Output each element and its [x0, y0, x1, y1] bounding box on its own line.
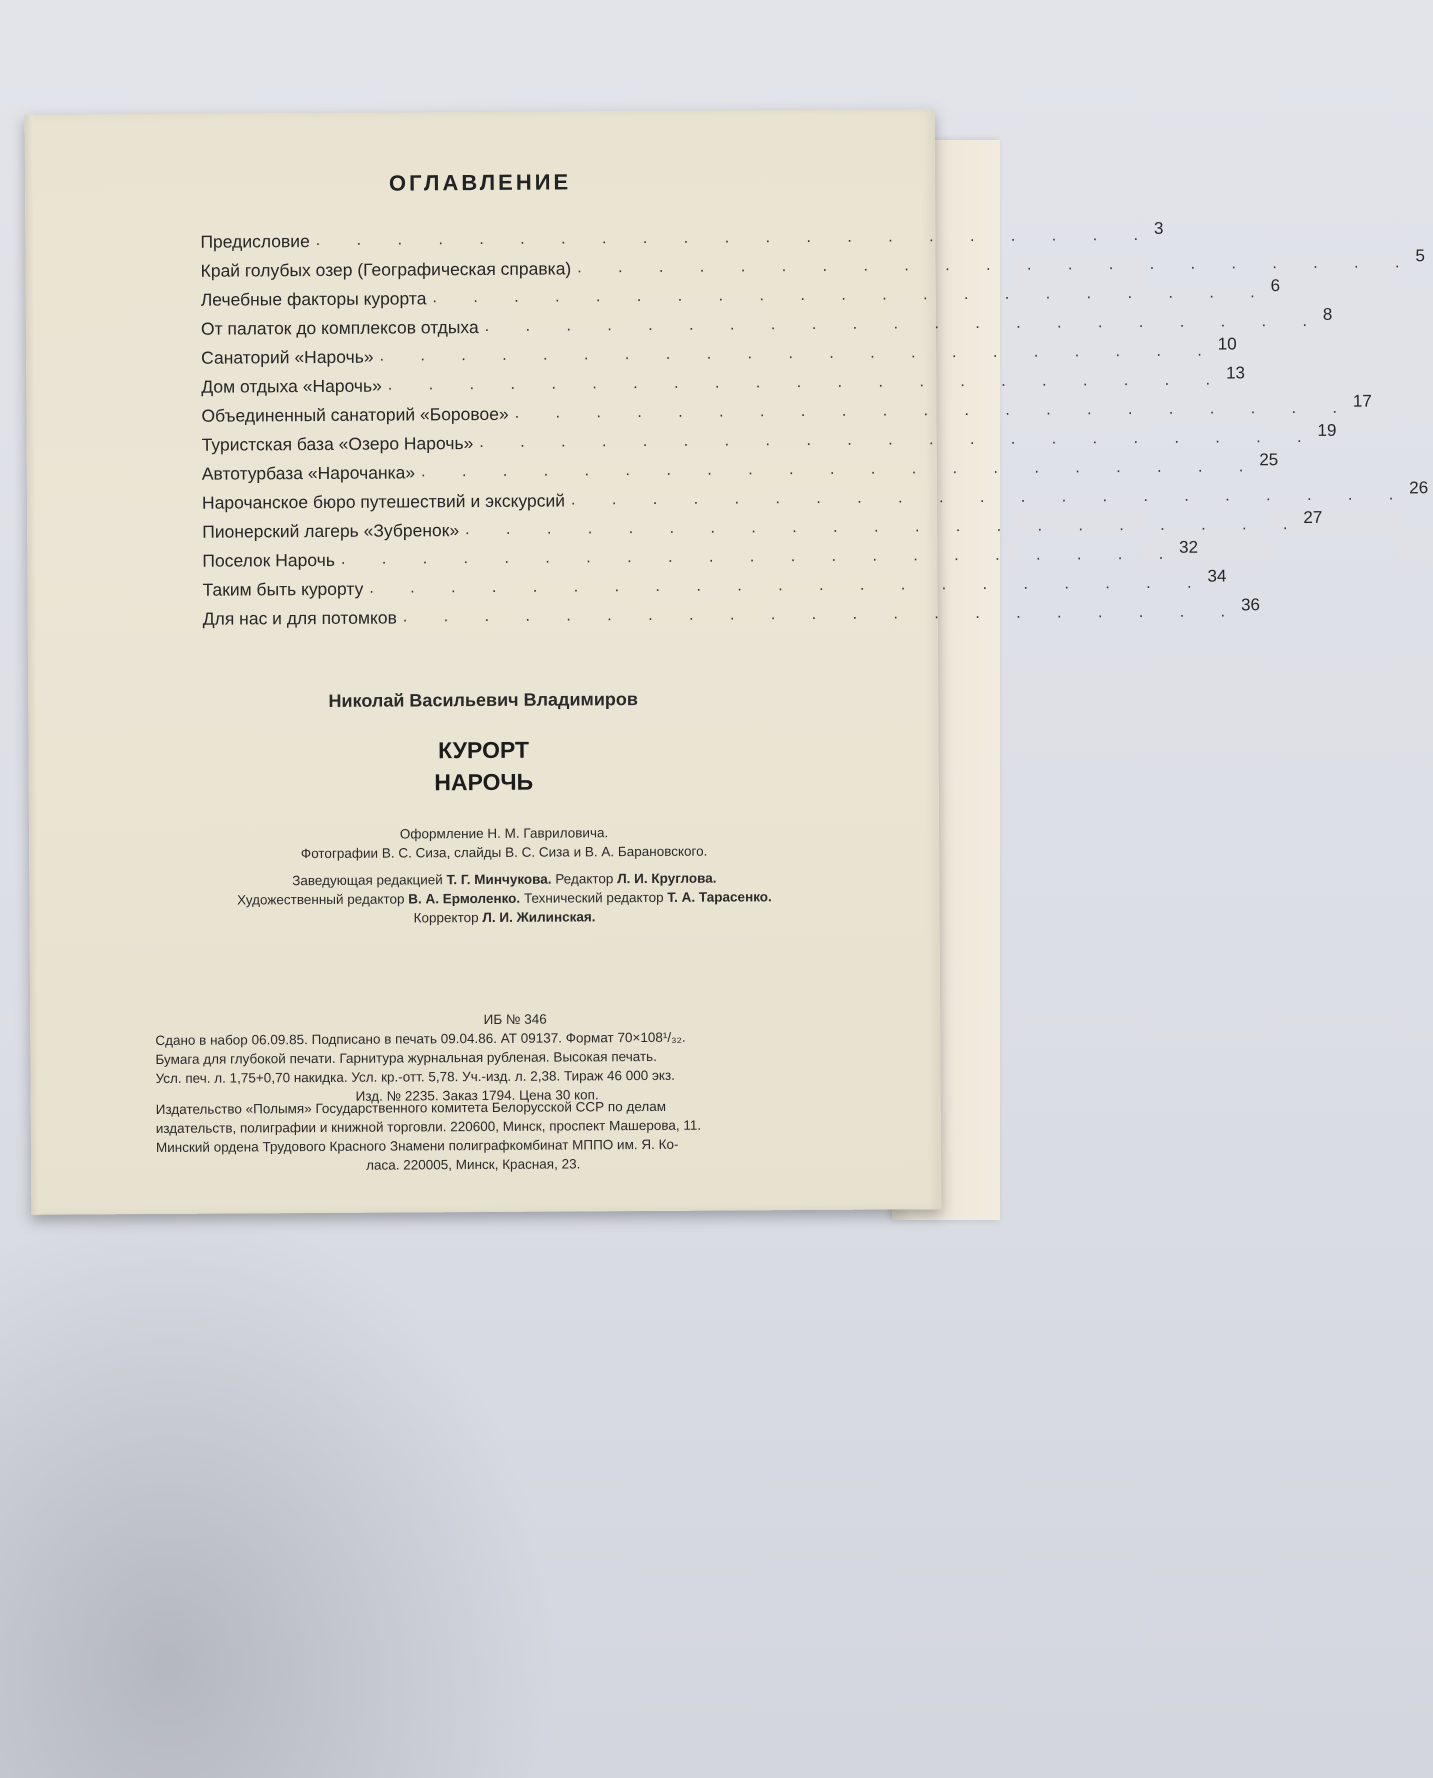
toc-entry: [202, 595, 1261, 630]
toc-leader-dots: . . . . . . . . . . . . . . . . . . . . .: [421, 458, 1260, 481]
toc-leader-dots: . . . . . . . . . . . . . . . . . . . . .: [514, 399, 1353, 422]
imprint-line: Усл. печ. л. 1,75+0,70 накидка. Усл. кр.-отт. 5,78. Уч.-изд. л. 2,38. Тираж 46 000 экз.: [155, 1067, 675, 1087]
toc-entry-title: Нарочанское бюро путешествий и экскурсий: [201, 490, 566, 513]
toc-entry-title: От палаток до комплексов отдыха: [200, 317, 479, 339]
toc-entry-page: 34: [1207, 566, 1227, 586]
proofreader-label: Корректор: [413, 910, 479, 926]
imprint-line: Сдано в набор 06.09.85. Подписано в печать 09.04.86. АТ 09137. Формат 70×108¹/₃₂.: [155, 1029, 686, 1049]
toc-entry-page: 5: [1415, 246, 1425, 266]
printer-line: Минский ордена Трудового Красного Знамени полиграфкомбинат МППО им. Я. Ко-: [155, 1136, 679, 1156]
toc-entry-page: 8: [1322, 304, 1333, 324]
toc-entry-title: Туристская база «Озеро Нарочь»: [201, 433, 474, 455]
table-shadow: [0, 1200, 560, 1778]
proofreader-name: Л. И. Жилинская.: [482, 909, 596, 926]
toc-leader-dots: . . . . . . . . . . . . . . . . . . . . .: [465, 515, 1304, 539]
toc-entry-page: 27: [1303, 507, 1323, 527]
toc-leader-dots: . . . . . . . . . . . . . . . . . . . . .: [570, 486, 1410, 509]
ib-number: ИБ № 346: [483, 1011, 547, 1028]
toc-entry-page: 10: [1217, 334, 1237, 354]
toc-entry-title: Для нас и для потомков: [202, 607, 397, 629]
book-title-line-2: НАРОЧЬ: [434, 768, 534, 796]
toc-entry-title: Дом отдыха «Нарочь»: [201, 375, 382, 397]
toc-entry: [202, 507, 1323, 543]
toc-entry-page: 32: [1179, 537, 1199, 557]
editor-label: Редактор: [555, 871, 614, 887]
toc-entry-title: Поселок Нарочь: [202, 549, 335, 571]
publisher-block: [156, 1096, 876, 1176]
design-label: Оформление: [399, 825, 484, 842]
toc-entry: [201, 391, 1372, 427]
toc-leader-dots: . . . . . . . . . . . . . . . . . . . . .: [402, 603, 1242, 626]
publisher-line: Издательство «Полымя» Государственного комитета Белорусской ССР по делам: [155, 1098, 667, 1118]
toc-entry-page: 3: [1153, 218, 1164, 238]
imprint-line: Изд. № 2235. Заказ 1794. Цена 30 коп.: [355, 1087, 599, 1104]
book-page: [25, 109, 1429, 1215]
book-title-line-1: КУРОРТ: [437, 736, 530, 764]
toc-entry: [202, 566, 1227, 601]
head-editor-label: Заведующая редакцией: [292, 872, 443, 889]
tech-editor-name: Т. А. Тарасенко.: [667, 889, 772, 905]
toc-leader-dots: . . . . . . . . . . . . . . . . . . . . .: [432, 284, 1271, 307]
toc-entry: [201, 478, 1429, 514]
toc-entry-title: Автотурбаза «Нарочанка»: [201, 462, 416, 484]
toc-entry-page: 19: [1317, 420, 1337, 440]
toc-entry: [200, 304, 1333, 340]
toc-entry: [201, 363, 1246, 398]
toc-leader-dots: . . . . . . . . . . . . . . . . . . . . .: [369, 574, 1208, 597]
toc-entry: [201, 420, 1337, 456]
toc-entry-page: 26: [1409, 478, 1429, 498]
toc-entry-page: 13: [1226, 363, 1246, 383]
toc-leader-dots: . . . . . . . . . . . . . . . . . . . . .: [577, 254, 1416, 277]
toc-leader-dots: . . . . . . . . . . . . . . . . . . . . .: [315, 226, 1155, 250]
design-name: Н. М. Гавриловича.: [487, 825, 609, 841]
toc-entry: [200, 218, 1164, 253]
toc-entry-title: Предисловие: [200, 231, 310, 252]
page-spine: [25, 115, 40, 1215]
toc-entry-page: 36: [1240, 595, 1261, 615]
toc-leader-dots: . . . . . . . . . . . . . . . . . . . . .: [379, 342, 1218, 365]
tech-editor-label: Технический редактор: [523, 889, 664, 906]
toc-entry: [202, 537, 1199, 572]
table-of-contents: [200, 218, 1429, 630]
toc-entry-page: 6: [1270, 276, 1281, 296]
photo-credit: Фотографии В. С. Сиза, слайды В. С. Сиза и В. А. Барановского.: [300, 843, 708, 862]
toc-entry: [200, 246, 1425, 282]
toc-entry-page: 17: [1352, 391, 1372, 411]
toc-leader-dots: . . . . . . . . . . . . . . . . . . . . .: [387, 371, 1227, 394]
toc-entry: [201, 334, 1237, 369]
head-editor-name: Т. Г. Минчукова.: [446, 871, 552, 888]
author-name: Николай Васильевич Владимиров: [328, 689, 639, 711]
publisher-line: издательств, полиграфии и книжной торговли. 220600, Минск, проспект Машерова, 11.: [155, 1117, 702, 1137]
toc-heading: ОГЛАВЛЕНИЕ: [388, 169, 572, 196]
printer-line: ласа. 220005, Минск, Красная, 23.: [366, 1156, 581, 1173]
toc-leader-dots: . . . . . . . . . . . . . . . . . . . . .: [484, 312, 1323, 335]
toc-entry: [200, 276, 1281, 311]
toc-entry-title: Пионерский лагерь «Зубренок»: [202, 520, 460, 542]
art-editor-name: В. А. Ермоленко.: [408, 890, 521, 907]
credits-block: [124, 822, 885, 930]
imprint-line: Бумага для глубокой печати. Гарнитура журнальная рубленая. Высокая печать.: [155, 1048, 657, 1068]
book-title: [28, 731, 938, 801]
toc-entry-title: Лечебные факторы курорта: [200, 288, 427, 310]
toc-entry: [201, 450, 1279, 485]
toc-entry-title: Санаторий «Нарочь»: [201, 346, 374, 368]
toc-leader-dots: . . . . . . . . . . . . . . . . . . . . .: [340, 545, 1180, 568]
toc-entry-title: Край голубых озер (Географическая справка): [200, 258, 572, 281]
toc-leader-dots: . . . . . . . . . . . . . . . . . . . . .: [479, 428, 1318, 452]
editor-name: Л. И. Круглова.: [617, 870, 717, 887]
toc-entry-title: Таким быть курорту: [202, 578, 364, 600]
imprint-block: [155, 1008, 876, 1107]
art-editor-label: Художественный редактор: [237, 891, 405, 908]
toc-entry-title: Объединенный санаторий «Боровое»: [201, 403, 509, 426]
toc-entry-page: 25: [1259, 450, 1279, 470]
